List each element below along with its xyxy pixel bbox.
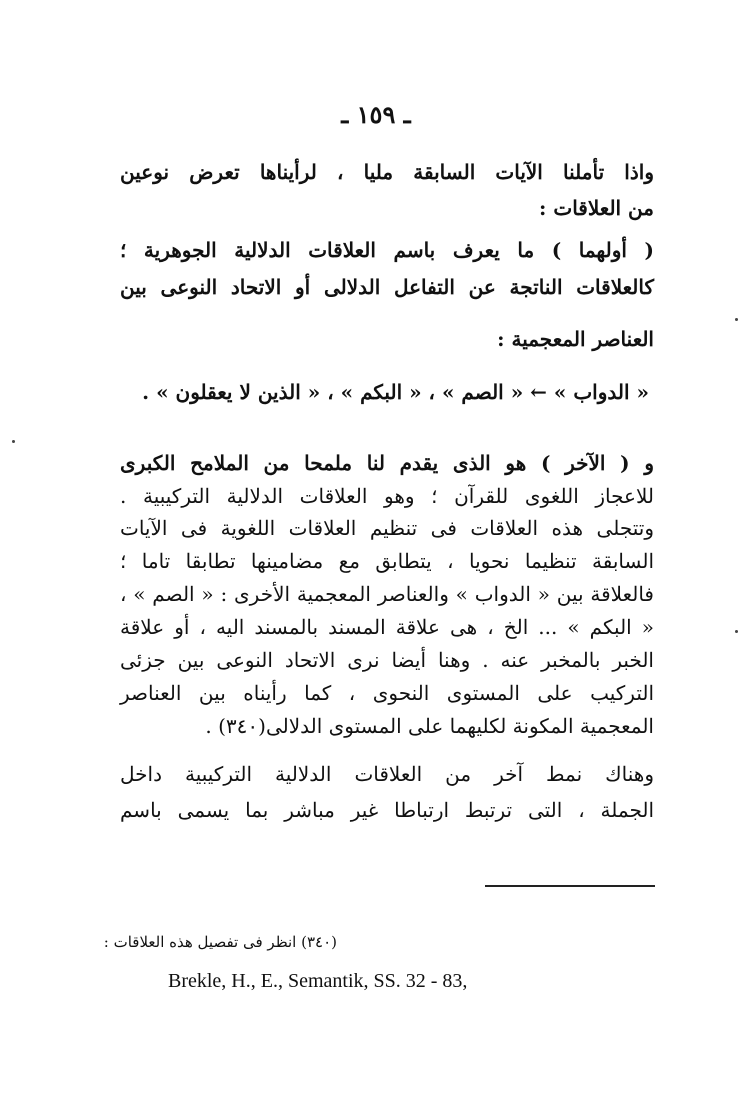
footnote-text: (٣٤٠) انظر فى تفصيل هذه العلاقات : — [103, 933, 337, 951]
body-line-5: العناصر المعجمية : — [497, 327, 654, 351]
body-line-13: الخبر بالمخبر عنه . وهنا أيضا نرى الاتحاد النوعى بين جزئى — [120, 648, 654, 672]
margin-mark — [12, 440, 15, 443]
body-line-8: للاعجاز اللغوى للقرآن ؛ وهو العلاقات الدلالية التركيبية . — [120, 484, 654, 508]
body-line-10: السابقة تنظيما نحويا ، يتطابق مع مضامينها تطابقا تاما ؛ — [120, 549, 654, 573]
page-number: ـ ١٥٩ ـ — [341, 100, 411, 129]
margin-mark — [735, 630, 738, 633]
footnote-divider — [485, 885, 655, 887]
body-line-12: « البكم » ... الخ ، هى علاقة المسند بالمسند اليه ، أو علاقة — [120, 615, 654, 639]
body-line-2: من العلاقات : — [539, 196, 654, 220]
body-line-17: الجملة ، التى ترتبط ارتباطا غير مباشر بما يسمى باسم — [120, 798, 654, 822]
body-line-3: ( أولهما ) ما يعرف باسم العلاقات الدلالية الجوهرية ؛ — [120, 238, 654, 262]
body-line-11: فالعلاقة بين « الدواب » والعناصر المعجمية الأخرى : « الصم » ، — [120, 582, 654, 606]
body-line-15: المعجمية المكونة لكليهما على المستوى الدلالى(٣٤٠) . — [205, 714, 654, 738]
body-line-6: « الدواب » ← « الصم » ، « البكم » ، « الذين لا يعقلون » . — [142, 380, 649, 404]
margin-mark — [735, 318, 738, 321]
body-line-1: واذا تأملنا الآيات السابقة مليا ، لرأيناها تعرض نوعين — [120, 160, 654, 184]
body-line-7: و ( الآخر ) هو الذى يقدم لنا ملمحا من الملامح الكبرى — [120, 451, 654, 475]
footnote-reference: Brekle, H., E., Semantik, SS. 32 - 83, — [168, 970, 468, 992]
body-line-9: وتتجلى هذه العلاقات فى تنظيم العلاقات اللغوية فى الآيات — [120, 516, 654, 540]
body-line-4: كالعلاقات الناتجة عن التفاعل الدلالى أو الاتحاد النوعى بين — [120, 275, 654, 299]
body-line-16: وهناك نمط آخر من العلاقات الدلالية التركيبية داخل — [120, 762, 654, 786]
body-line-14: التركيب على المستوى النحوى ، كما رأيناه بين العناصر — [120, 681, 654, 705]
